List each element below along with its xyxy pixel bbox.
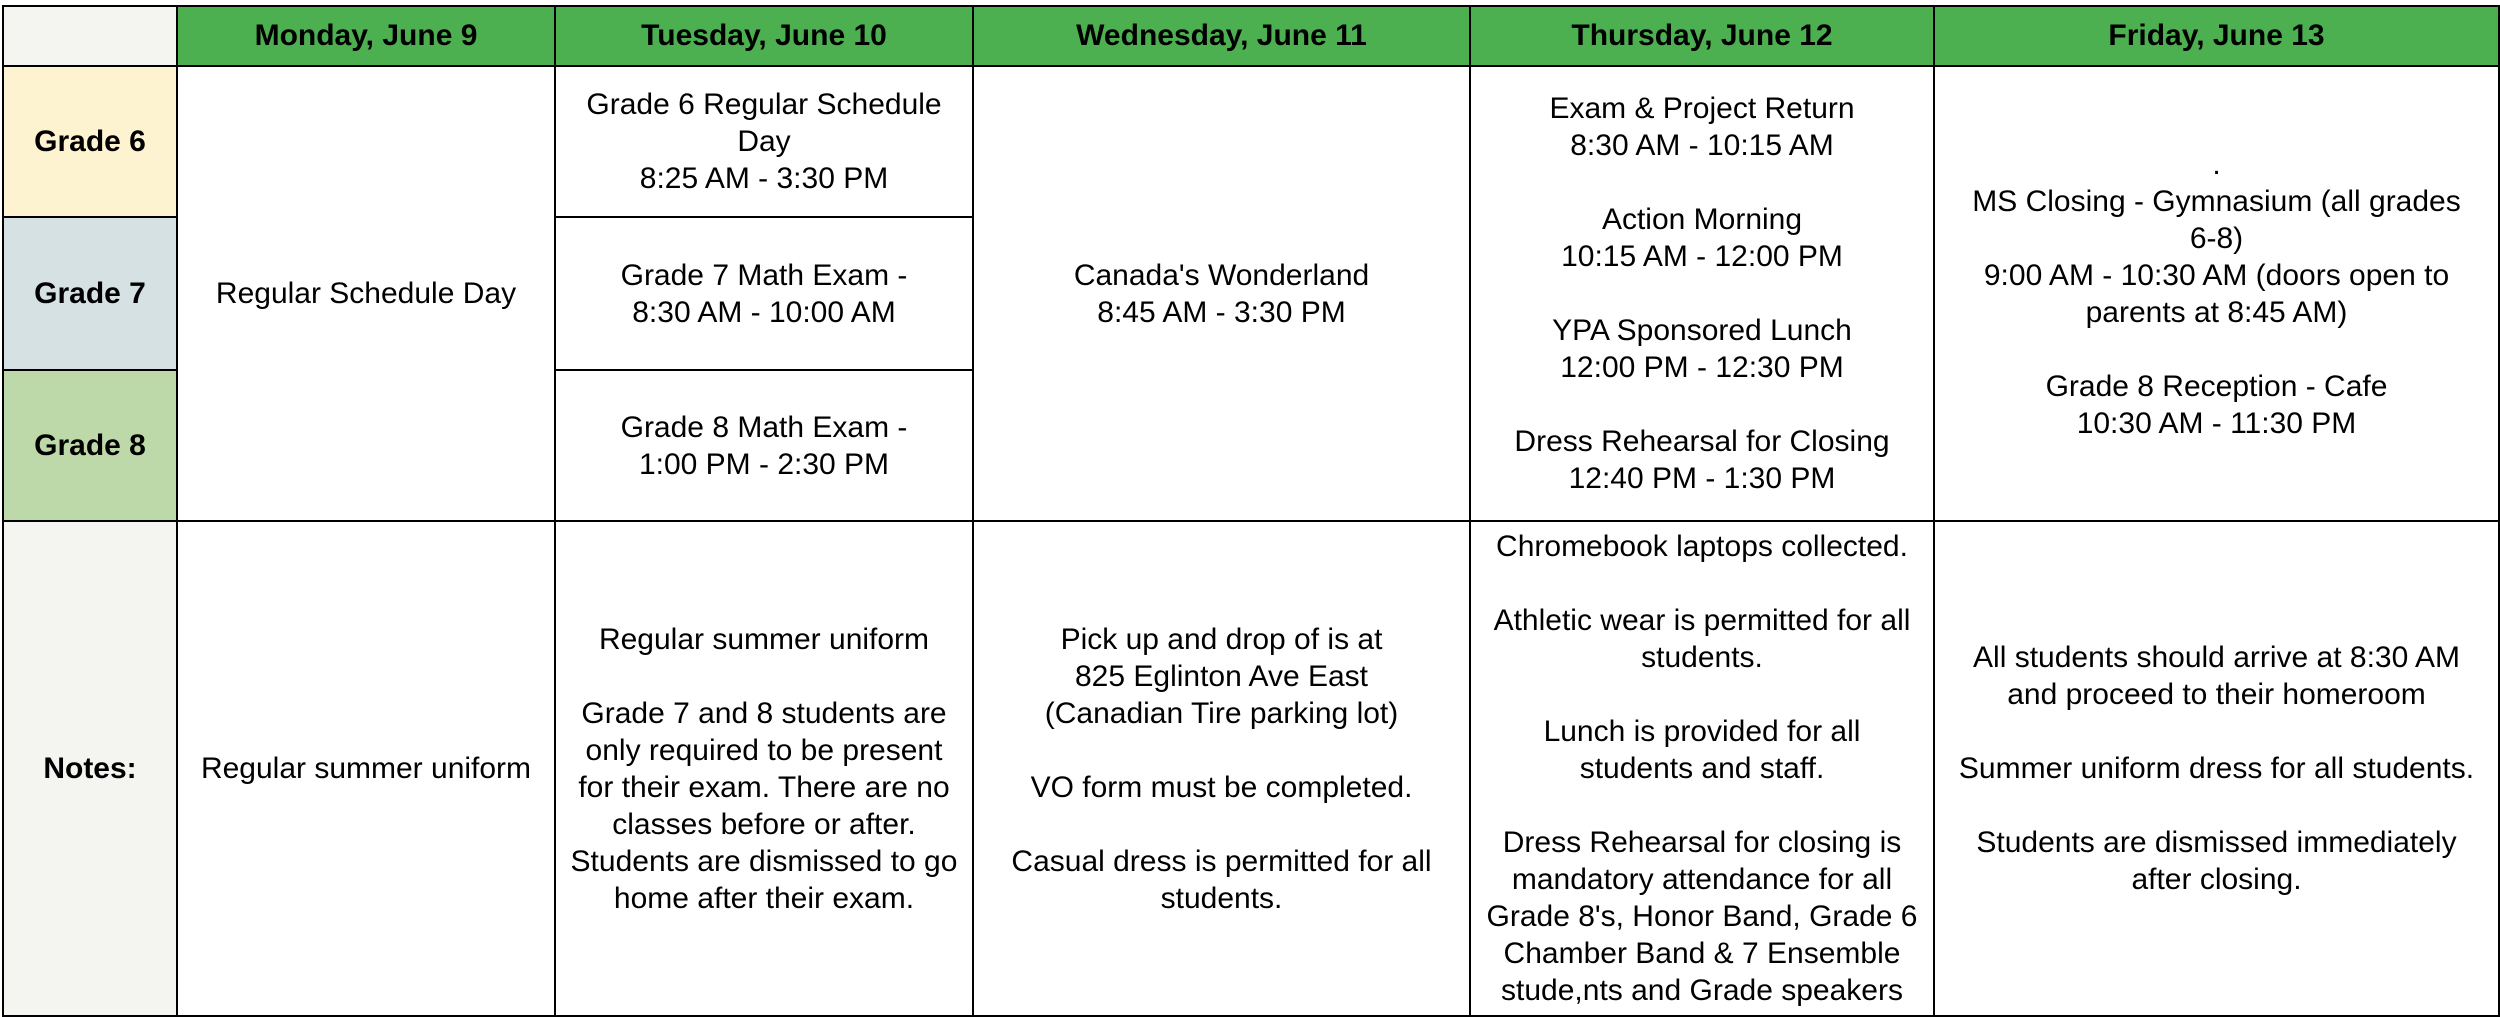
wednesday-notes-line: Casual dress is permitted for all xyxy=(1011,844,1432,878)
thursday-notes-line: Grade 8's, Honor Band, Grade 6 xyxy=(1486,900,1918,933)
monday-notes xyxy=(177,521,555,1016)
tuesday-notes-line: home after their exam. xyxy=(613,881,915,915)
friday-reception-time: 10:30 AM - 11:30 PM xyxy=(2076,406,2357,440)
wednesday-event-title: Canada's Wonderland xyxy=(1073,258,1370,292)
thursday-event-title: Dress Rehearsal for Closing xyxy=(1514,425,1890,458)
day-header-wednesday: Wednesday, June 11 xyxy=(973,6,1470,66)
monday-schedule xyxy=(177,66,555,521)
tuesday-grade7-line: Grade 7 Math Exam - xyxy=(620,258,908,292)
thursday-event-time: 12:00 PM - 12:30 PM xyxy=(1560,351,1844,384)
tuesday-grade6 xyxy=(555,66,973,217)
row-header-grade8: Grade 8 xyxy=(3,370,177,521)
friday-dot: . xyxy=(2212,147,2221,181)
friday-closing-time: 9:00 AM - 10:30 AM (doors open to xyxy=(1983,258,2450,292)
day-header-thursday: Thursday, June 12 xyxy=(1470,6,1934,66)
tuesday-notes-line: for their exam. There are no xyxy=(578,770,950,804)
tuesday-grade8-time: 1:00 PM - 2:30 PM xyxy=(638,447,890,481)
tuesday-grade6-line: Grade 6 Regular Schedule xyxy=(586,88,942,121)
friday-notes-line: All students should arrive at 8:30 AM xyxy=(1973,641,2460,674)
notes-row xyxy=(3,521,2499,1016)
wednesday-notes-line: Pick up and drop of is at xyxy=(1060,622,1383,656)
day-header-friday: Friday, June 13 xyxy=(1934,6,2499,66)
tuesday-notes-line: Grade 7 and 8 students are xyxy=(581,696,947,730)
tuesday-notes xyxy=(555,521,973,1016)
friday-notes-line: and proceed to their homeroom xyxy=(2007,678,2426,711)
friday-notes-line: Summer uniform dress for all students. xyxy=(1958,752,2475,785)
wednesday-schedule xyxy=(973,66,1470,521)
friday-reception-title: Grade 8 Reception - Cafe xyxy=(2045,369,2388,403)
row-header-notes: Notes: xyxy=(3,521,177,1016)
grade6-row xyxy=(3,66,2499,217)
thursday-notes-line: Dress Rehearsal for closing is xyxy=(1502,826,1902,859)
wednesday-notes xyxy=(973,521,1470,1016)
tuesday-notes-line: classes before or after. xyxy=(612,807,916,841)
friday-closing-line: MS Closing - Gymnasium (all grades xyxy=(1972,184,2461,218)
thursday-event-title: Exam & Project Return xyxy=(1549,92,1855,125)
wednesday-notes-line: VO form must be completed. xyxy=(1030,770,1413,804)
friday-closing-line: 6-8) xyxy=(2189,221,2244,255)
row-header-grade6: Grade 6 xyxy=(3,66,177,217)
friday-notes-line: Students are dismissed immediately xyxy=(1976,826,2457,859)
tuesday-grade8 xyxy=(555,370,973,521)
thursday-notes-line: Lunch is provided for all xyxy=(1543,715,1861,748)
thursday-notes-line: students. xyxy=(1641,641,1763,674)
row-header-grade7: Grade 7 xyxy=(3,217,177,370)
schedule-table xyxy=(2,5,2500,1017)
wednesday-notes-line: students. xyxy=(1160,881,1283,915)
tuesday-notes-line: only required to be present xyxy=(585,733,943,767)
friday-notes-line: after closing. xyxy=(2131,863,2302,896)
tuesday-grade7 xyxy=(555,217,973,370)
thursday-event-time: 8:30 AM - 10:15 AM xyxy=(1570,129,1834,162)
tuesday-grade7-time: 8:30 AM - 10:00 AM xyxy=(632,295,896,329)
tuesday-notes-line: Students are dismissed to go xyxy=(570,844,958,878)
friday-schedule xyxy=(1934,66,2499,521)
friday-closing-time: parents at 8:45 AM) xyxy=(2085,295,2348,329)
thursday-notes-line: Chromebook laptops collected. xyxy=(1496,530,1908,563)
wednesday-notes-line: 825 Eglinton Ave East xyxy=(1075,659,1368,693)
corner-cell xyxy=(3,6,177,66)
tuesday-grade6-line: Day xyxy=(737,125,791,158)
thursday-event-time: 12:40 PM - 1:30 PM xyxy=(1568,462,1836,495)
tuesday-grade6-time: 8:25 AM - 3:30 PM xyxy=(639,162,889,195)
thursday-event-title: YPA Sponsored Lunch xyxy=(1552,314,1852,347)
thursday-schedule xyxy=(1470,66,1934,521)
thursday-notes xyxy=(1470,521,1934,1016)
monday-notes-text: Regular summer uniform xyxy=(200,752,532,785)
thursday-notes-line: Chamber Band & 7 Ensemble xyxy=(1503,937,1901,970)
thursday-notes-line: students and staff. xyxy=(1579,752,1825,785)
friday-notes xyxy=(1934,521,2499,1016)
thursday-event-title: Action Morning xyxy=(1601,203,1803,236)
tuesday-notes-line: Regular summer uniform xyxy=(598,622,930,656)
day-header-tuesday: Tuesday, June 10 xyxy=(555,6,973,66)
monday-schedule-text: Regular Schedule Day xyxy=(215,277,517,310)
day-header-monday: Monday, June 9 xyxy=(177,6,555,66)
wednesday-event-time: 8:45 AM - 3:30 PM xyxy=(1097,295,1346,329)
tuesday-grade8-line: Grade 8 Math Exam - xyxy=(620,410,908,444)
thursday-notes-line: mandatory attendance for all xyxy=(1511,863,1893,896)
wednesday-notes-line: (Canadian Tire parking lot) xyxy=(1044,696,1399,730)
thursday-event-time: 10:15 AM - 12:00 PM xyxy=(1561,240,1843,273)
thursday-notes-line: stude,nts and Grade speakers xyxy=(1501,974,1903,1007)
header-row xyxy=(3,6,2499,66)
thursday-notes-line: Athletic wear is permitted for all xyxy=(1493,604,1911,637)
